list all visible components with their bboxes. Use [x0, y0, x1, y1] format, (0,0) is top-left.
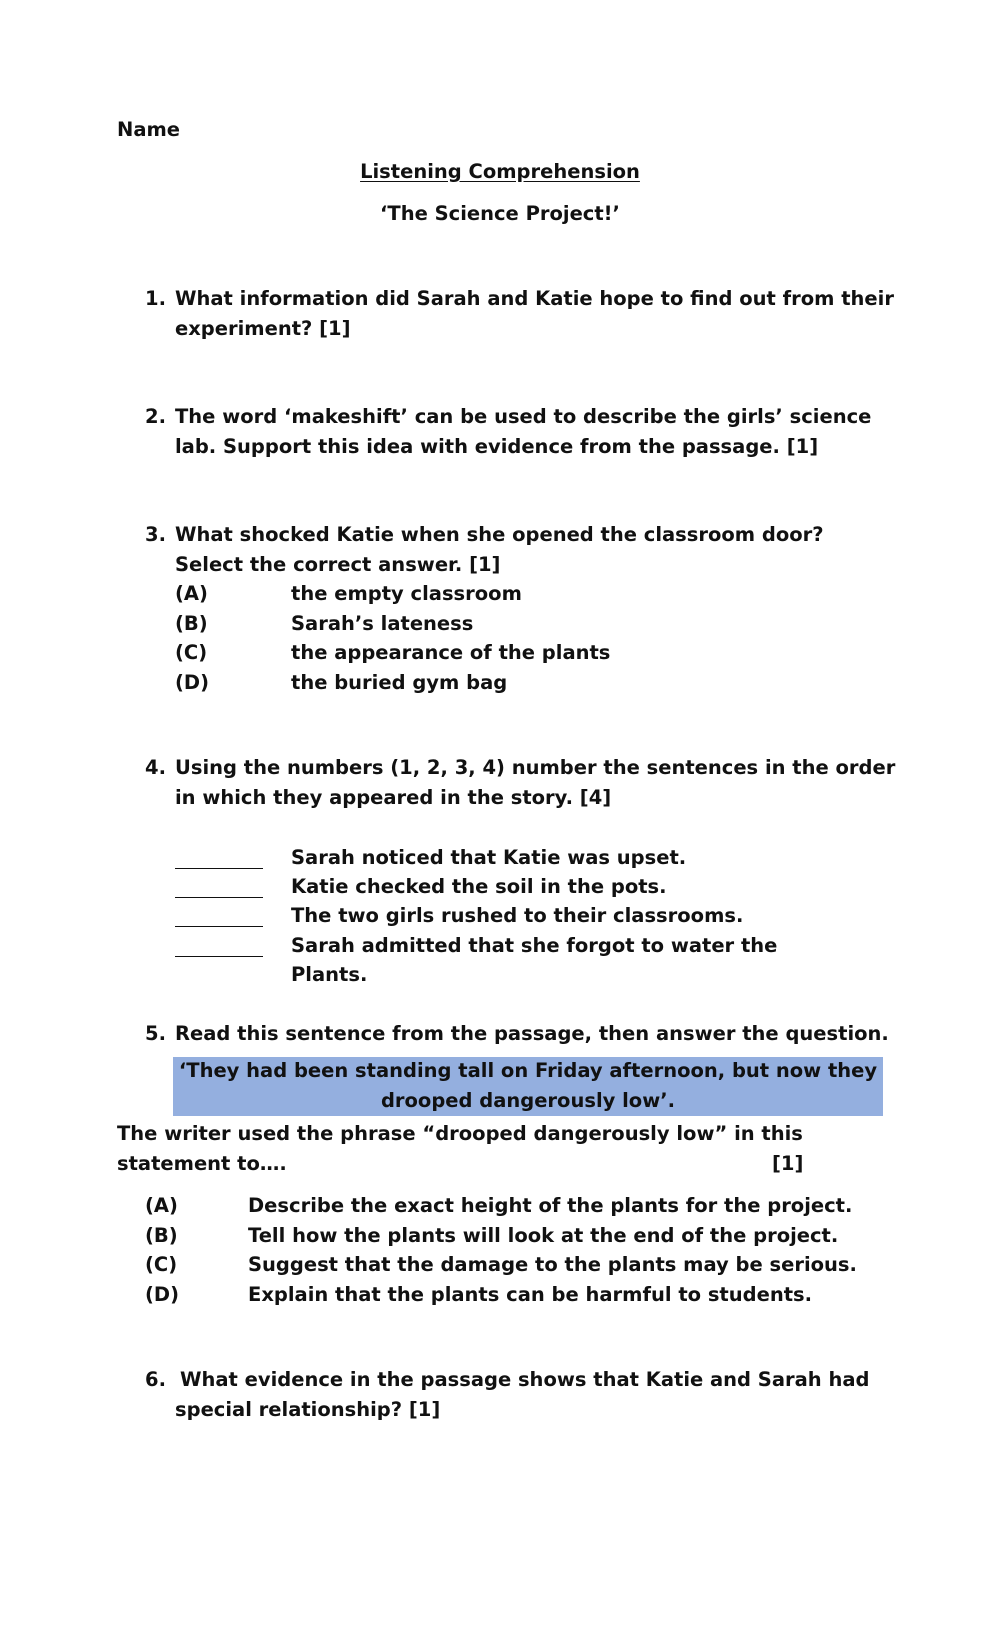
option-letter: (C) — [145, 1253, 178, 1276]
question-number: 2. — [145, 405, 166, 428]
option-letter: (D) — [175, 671, 210, 694]
worksheet-subtitle: ‘The Science Project!’ — [380, 202, 620, 225]
question-text-line: What evidence in the passage shows that Katie and Sarah had — [180, 1368, 870, 1391]
option-text: the buried gym bag — [291, 671, 508, 694]
worksheet-title: Listening Comprehension — [360, 160, 640, 183]
question-text-line: What shocked Katie when she opened the classroom door? — [175, 523, 824, 546]
question-stem-line: statement to…. — [117, 1152, 287, 1175]
answer-blank[interactable] — [175, 897, 263, 898]
ordering-sentence: The two girls rushed to their classrooms. — [291, 904, 744, 927]
question-text-line: lab. Support this idea with evidence from the passage. [1] — [175, 435, 819, 458]
quote-line: drooped dangerously low’. — [380, 1089, 676, 1112]
highlighted-quote — [173, 1057, 883, 1116]
marks-label: [1] — [772, 1152, 804, 1175]
option-letter: (A) — [175, 582, 208, 605]
question-number: 3. — [145, 523, 166, 546]
name-label: Name — [117, 118, 181, 141]
question-text-line: in which they appeared in the story. [4] — [175, 786, 612, 809]
question-number: 5. — [145, 1022, 166, 1045]
question-text-line: What information did Sarah and Katie hope to find out from their — [175, 287, 894, 310]
option-letter: (C) — [175, 641, 208, 664]
option-text: the empty classroom — [291, 582, 522, 605]
question-number: 1. — [145, 287, 166, 310]
answer-blank[interactable] — [175, 868, 263, 869]
answer-blank[interactable] — [175, 956, 263, 957]
ordering-sentence: Katie checked the soil in the pots. — [291, 875, 667, 898]
question-text-line: Using the numbers (1, 2, 3, 4) number the sentences in the order — [175, 756, 896, 779]
ordering-sentence: Sarah noticed that Katie was upset. — [291, 846, 687, 869]
answer-blank[interactable] — [175, 926, 263, 927]
question-text-line: special relationship? [1] — [175, 1398, 441, 1421]
option-text: Describe the exact height of the plants for the project. — [248, 1194, 853, 1217]
option-text: Tell how the plants will look at the end of the project. — [248, 1224, 839, 1247]
question-text-line: The word ‘makeshift’ can be used to describe the girls’ science — [175, 405, 872, 428]
quote-line: ‘They had been standing tall on Friday afternoon, but now they — [178, 1059, 878, 1082]
option-letter: (B) — [175, 612, 208, 635]
option-letter: (B) — [145, 1224, 178, 1247]
option-text: Sarah’s lateness — [291, 612, 474, 635]
question-stem-line: The writer used the phrase “drooped dangerously low” in this — [117, 1122, 803, 1145]
question-text-line: experiment? [1] — [175, 317, 351, 340]
ordering-sentence: Sarah admitted that she forgot to water the — [291, 934, 778, 957]
option-text: Suggest that the damage to the plants may be serious. — [248, 1253, 857, 1276]
question-text-line: Read this sentence from the passage, then answer the question. — [175, 1022, 889, 1045]
option-letter: (A) — [145, 1194, 178, 1217]
question-number: 6. — [145, 1368, 166, 1391]
option-text: Explain that the plants can be harmful to students. — [248, 1283, 813, 1306]
question-number: 4. — [145, 756, 166, 779]
question-text-line: Select the correct answer. [1] — [175, 553, 501, 576]
ordering-sentence-continuation: Plants. — [291, 963, 368, 986]
option-text: the appearance of the plants — [291, 641, 611, 664]
option-letter: (D) — [145, 1283, 180, 1306]
